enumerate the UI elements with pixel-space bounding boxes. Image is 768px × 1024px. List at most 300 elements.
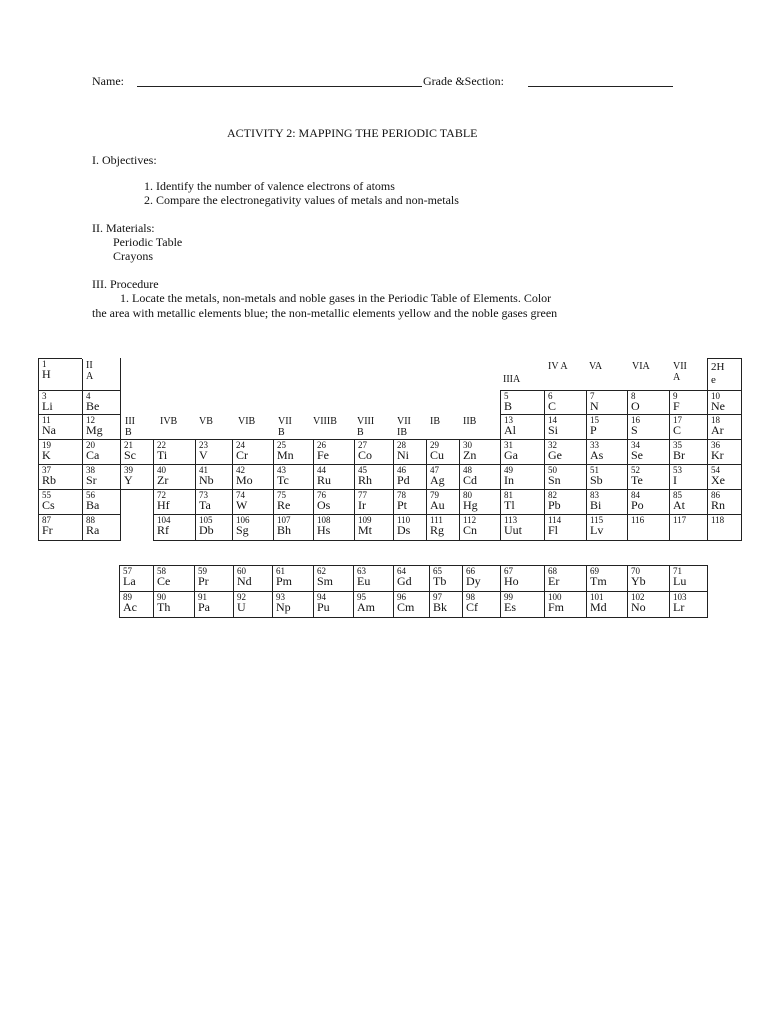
element-cell[interactable] bbox=[393, 514, 427, 541]
atomic-number: 112 bbox=[463, 515, 477, 525]
element-symbol: As bbox=[590, 448, 604, 462]
element-cell[interactable] bbox=[586, 514, 628, 541]
element-symbol: Sr bbox=[86, 473, 97, 487]
element-symbol: Pr bbox=[198, 574, 209, 588]
element-symbol: Hg bbox=[463, 498, 478, 512]
element-symbol: Ca bbox=[86, 448, 100, 462]
atomic-number: 85 bbox=[673, 490, 682, 500]
element-symbol: Ds bbox=[397, 523, 411, 537]
group-label: VII A bbox=[673, 361, 687, 383]
element-cell[interactable] bbox=[82, 439, 121, 465]
element-cell[interactable] bbox=[232, 464, 274, 490]
atomic-number: 25 bbox=[277, 440, 286, 450]
element-symbol: 2H e bbox=[711, 361, 725, 386]
objective-item: 1. Identify the number of valence electrons of atoms bbox=[144, 179, 395, 193]
atomic-number: 80 bbox=[463, 490, 472, 500]
element-symbol: I bbox=[673, 473, 677, 487]
element-cell[interactable] bbox=[82, 489, 121, 515]
element-symbol: Rf bbox=[157, 523, 169, 537]
fblock-element-cell[interactable] bbox=[233, 565, 273, 592]
atomic-number: 1 bbox=[42, 359, 47, 369]
element-symbol: Au bbox=[430, 498, 445, 512]
atomic-number: 20 bbox=[86, 440, 95, 450]
element-cell[interactable] bbox=[544, 514, 587, 541]
atomic-number: 60 bbox=[237, 566, 246, 576]
element-symbol: Tm bbox=[590, 574, 607, 588]
element-cell[interactable] bbox=[707, 464, 742, 490]
atomic-number: 4 bbox=[86, 391, 91, 401]
atomic-number: 87 bbox=[42, 515, 51, 525]
group-label: IIIA bbox=[503, 374, 521, 385]
element-symbol: Cr bbox=[236, 448, 248, 462]
element-cell[interactable] bbox=[500, 489, 545, 515]
element-symbol: Mg bbox=[86, 423, 103, 437]
procedure-heading: III. Procedure bbox=[92, 277, 159, 291]
element-cell[interactable] bbox=[38, 439, 83, 465]
element-symbol: Lu bbox=[673, 574, 687, 588]
element-cell[interactable] bbox=[459, 439, 501, 465]
atomic-number: 51 bbox=[590, 465, 599, 475]
fblock-element-cell[interactable] bbox=[313, 565, 354, 592]
element-cell[interactable] bbox=[544, 464, 587, 490]
element-cell[interactable] bbox=[38, 358, 83, 391]
element-symbol: Es bbox=[504, 600, 516, 614]
fblock-element-cell[interactable] bbox=[429, 565, 463, 592]
element-symbol: Pu bbox=[317, 600, 330, 614]
element-cell[interactable] bbox=[669, 439, 708, 465]
element-cell[interactable] bbox=[426, 514, 460, 541]
element-cell[interactable] bbox=[38, 390, 83, 415]
element-cell[interactable] bbox=[707, 414, 742, 440]
element-symbol: Am bbox=[357, 600, 375, 614]
atomic-number: 30 bbox=[463, 440, 472, 450]
materials-heading: II. Materials: bbox=[92, 221, 155, 235]
element-symbol: Bi bbox=[590, 498, 602, 512]
element-cell[interactable] bbox=[669, 464, 708, 490]
element-symbol: Cn bbox=[463, 523, 478, 537]
atomic-number: 115 bbox=[590, 515, 604, 525]
fblock-element-cell[interactable] bbox=[313, 591, 354, 618]
element-cell[interactable] bbox=[627, 390, 670, 415]
element-symbol: La bbox=[123, 574, 136, 588]
atomic-number: 15 bbox=[590, 415, 599, 425]
element-symbol: Ar bbox=[711, 423, 724, 437]
atomic-number: 93 bbox=[276, 592, 285, 602]
element-symbol: Tb bbox=[433, 574, 447, 588]
element-symbol: Uut bbox=[504, 523, 522, 537]
element-symbol: Rh bbox=[358, 473, 373, 487]
atomic-number: 92 bbox=[237, 592, 246, 602]
fblock-element-cell[interactable] bbox=[627, 591, 670, 618]
element-cell[interactable] bbox=[153, 464, 196, 490]
element-cell[interactable] bbox=[313, 514, 355, 541]
element-symbol: Sm bbox=[317, 574, 334, 588]
fblock-element-cell[interactable] bbox=[353, 591, 394, 618]
element-cell[interactable] bbox=[38, 489, 83, 515]
atomic-number: 70 bbox=[631, 566, 640, 576]
element-cell[interactable] bbox=[354, 489, 394, 515]
element-symbol: Sg bbox=[236, 523, 249, 537]
fblock-element-cell[interactable] bbox=[544, 591, 587, 618]
fblock-element-cell[interactable] bbox=[119, 565, 154, 592]
atomic-number: 36 bbox=[711, 440, 720, 450]
element-symbol: Ru bbox=[317, 473, 332, 487]
atomic-number: 103 bbox=[673, 592, 687, 602]
element-cell[interactable] bbox=[707, 514, 742, 541]
atomic-number: 23 bbox=[199, 440, 208, 450]
element-cell[interactable] bbox=[393, 439, 427, 465]
atomic-number: 101 bbox=[590, 592, 604, 602]
atomic-number: 8 bbox=[631, 391, 636, 401]
element-symbol: Cu bbox=[430, 448, 445, 462]
fblock-element-cell[interactable] bbox=[119, 591, 154, 618]
element-symbol: Pt bbox=[397, 498, 408, 512]
element-symbol: Sc bbox=[124, 448, 136, 462]
element-symbol: Te bbox=[631, 473, 643, 487]
element-cell[interactable] bbox=[459, 489, 501, 515]
fblock-element-cell[interactable] bbox=[669, 591, 708, 618]
element-symbol: Bh bbox=[277, 523, 292, 537]
atomic-number: 72 bbox=[157, 490, 166, 500]
element-symbol: O bbox=[631, 399, 640, 413]
atomic-number: 69 bbox=[590, 566, 599, 576]
atomic-number: 71 bbox=[673, 566, 682, 576]
fblock-element-cell[interactable] bbox=[462, 565, 501, 592]
element-symbol: Y bbox=[124, 473, 133, 487]
element-cell[interactable] bbox=[459, 464, 501, 490]
atomic-number: 105 bbox=[199, 515, 213, 525]
element-cell[interactable] bbox=[195, 464, 233, 490]
element-cell[interactable] bbox=[354, 464, 394, 490]
atomic-number: 14 bbox=[548, 415, 557, 425]
atomic-number: 11 bbox=[42, 415, 51, 425]
element-cell[interactable] bbox=[82, 464, 121, 490]
grade-section-label: Grade &Section: bbox=[423, 74, 504, 88]
element-cell[interactable] bbox=[273, 489, 314, 515]
element-symbol: Br bbox=[673, 448, 685, 462]
atomic-number: 78 bbox=[397, 490, 406, 500]
element-cell[interactable] bbox=[273, 439, 314, 465]
element-cell[interactable] bbox=[120, 464, 154, 490]
element-symbol: Tc bbox=[277, 473, 289, 487]
element-symbol: Zn bbox=[463, 448, 477, 462]
element-symbol: C bbox=[548, 399, 557, 413]
element-cell[interactable] bbox=[586, 464, 628, 490]
atomic-number: 106 bbox=[236, 515, 250, 525]
element-symbol: Ti bbox=[157, 448, 168, 462]
element-symbol: Ta bbox=[199, 498, 211, 512]
element-cell[interactable] bbox=[669, 489, 708, 515]
element-symbol: Mt bbox=[358, 523, 373, 537]
material-item: Crayons bbox=[113, 249, 153, 263]
element-symbol: Re bbox=[277, 498, 291, 512]
atomic-number: 116 bbox=[631, 515, 645, 525]
element-symbol: Kr bbox=[711, 448, 724, 462]
atomic-number: 37 bbox=[42, 465, 51, 475]
element-symbol: Xe bbox=[711, 473, 725, 487]
element-cell[interactable] bbox=[393, 464, 427, 490]
atomic-number: 107 bbox=[277, 515, 291, 525]
element-cell[interactable] bbox=[627, 464, 670, 490]
element-cell[interactable] bbox=[153, 489, 196, 515]
element-cell[interactable] bbox=[313, 489, 355, 515]
fblock-element-cell[interactable] bbox=[393, 591, 430, 618]
element-symbol: Cf bbox=[466, 600, 478, 614]
element-symbol: Pa bbox=[198, 600, 210, 614]
group-label: III B bbox=[125, 416, 135, 438]
objective-item: 2. Compare the electronegativity values of metals and non-metals bbox=[144, 193, 459, 207]
atomic-number: 98 bbox=[466, 592, 475, 602]
element-cell[interactable] bbox=[544, 439, 587, 465]
element-cell[interactable] bbox=[195, 439, 233, 465]
element-symbol: Fr bbox=[42, 523, 53, 537]
objectives-heading: I. Objectives: bbox=[92, 153, 157, 167]
group-label: VIII B bbox=[357, 416, 375, 438]
element-symbol: Si bbox=[548, 423, 559, 437]
element-cell[interactable] bbox=[707, 489, 742, 515]
atomic-number: 108 bbox=[317, 515, 331, 525]
atomic-number: 58 bbox=[157, 566, 166, 576]
element-symbol: Ac bbox=[123, 600, 137, 614]
element-cell[interactable] bbox=[500, 439, 545, 465]
element-symbol: Ho bbox=[504, 574, 519, 588]
element-cell[interactable] bbox=[627, 489, 670, 515]
element-symbol: Al bbox=[504, 423, 516, 437]
atomic-number: 81 bbox=[504, 490, 513, 500]
element-symbol: S bbox=[631, 423, 638, 437]
atomic-number: 68 bbox=[548, 566, 557, 576]
element-cell[interactable] bbox=[195, 489, 233, 515]
element-symbol: Nb bbox=[199, 473, 214, 487]
element-cell[interactable] bbox=[707, 358, 742, 391]
element-cell[interactable] bbox=[232, 514, 274, 541]
atomic-number: 59 bbox=[198, 566, 207, 576]
fblock-element-cell[interactable] bbox=[194, 565, 234, 592]
group-label: IV A bbox=[548, 361, 568, 372]
fblock-element-cell[interactable] bbox=[500, 565, 545, 592]
atomic-number: 74 bbox=[236, 490, 245, 500]
atomic-number: 95 bbox=[357, 592, 366, 602]
element-cell[interactable] bbox=[459, 514, 501, 541]
fblock-element-cell[interactable] bbox=[272, 565, 314, 592]
atomic-number: 53 bbox=[673, 465, 682, 475]
element-symbol: Mn bbox=[277, 448, 294, 462]
fblock-element-cell[interactable] bbox=[544, 565, 587, 592]
element-symbol: V bbox=[199, 448, 208, 462]
atomic-number: 110 bbox=[397, 515, 411, 525]
atomic-number: 77 bbox=[358, 490, 367, 500]
element-cell[interactable] bbox=[627, 439, 670, 465]
element-symbol: Lv bbox=[590, 523, 604, 537]
atomic-number: 88 bbox=[86, 515, 95, 525]
element-cell[interactable] bbox=[273, 464, 314, 490]
fblock-element-cell[interactable] bbox=[272, 591, 314, 618]
element-cell[interactable] bbox=[500, 514, 545, 541]
atomic-number: 43 bbox=[277, 465, 286, 475]
atomic-number: 62 bbox=[317, 566, 326, 576]
element-symbol: Th bbox=[157, 600, 171, 614]
atomic-number: 99 bbox=[504, 592, 513, 602]
fblock-element-cell[interactable] bbox=[500, 591, 545, 618]
element-cell[interactable] bbox=[273, 514, 314, 541]
element-cell[interactable] bbox=[38, 464, 83, 490]
fblock-element-cell[interactable] bbox=[586, 565, 628, 592]
element-cell[interactable] bbox=[544, 414, 587, 440]
element-cell[interactable] bbox=[313, 439, 355, 465]
element-cell[interactable] bbox=[544, 390, 587, 415]
group-2a-label-box bbox=[82, 358, 83, 359]
element-cell[interactable] bbox=[153, 439, 196, 465]
atomic-number: 64 bbox=[397, 566, 406, 576]
atomic-number: 102 bbox=[631, 592, 645, 602]
element-cell[interactable] bbox=[82, 514, 121, 541]
element-cell[interactable] bbox=[586, 489, 628, 515]
element-cell[interactable] bbox=[82, 414, 121, 440]
element-symbol: Hf bbox=[157, 498, 170, 512]
element-cell[interactable] bbox=[544, 489, 587, 515]
element-cell[interactable] bbox=[195, 514, 233, 541]
atomic-number: 63 bbox=[357, 566, 366, 576]
atomic-number: 46 bbox=[397, 465, 406, 475]
atomic-number: 104 bbox=[157, 515, 171, 525]
element-cell[interactable] bbox=[426, 464, 460, 490]
atomic-number: 32 bbox=[548, 440, 557, 450]
element-symbol: Db bbox=[199, 523, 214, 537]
element-cell[interactable] bbox=[586, 439, 628, 465]
atomic-number: 45 bbox=[358, 465, 367, 475]
element-symbol: Fl bbox=[548, 523, 559, 537]
fblock-element-cell[interactable] bbox=[353, 565, 394, 592]
element-symbol: Ba bbox=[86, 498, 100, 512]
group-label: VIIIB bbox=[313, 416, 337, 427]
element-symbol: Ni bbox=[397, 448, 409, 462]
element-symbol: Er bbox=[548, 574, 560, 588]
atomic-number: 50 bbox=[548, 465, 557, 475]
atomic-number: 84 bbox=[631, 490, 640, 500]
element-cell[interactable] bbox=[38, 514, 83, 541]
fblock-element-cell[interactable] bbox=[669, 565, 708, 592]
element-cell[interactable] bbox=[500, 414, 545, 440]
fblock-element-cell[interactable] bbox=[393, 565, 430, 592]
element-symbol: Tl bbox=[504, 498, 515, 512]
atomic-number: 19 bbox=[42, 440, 51, 450]
atomic-number: 56 bbox=[86, 490, 95, 500]
element-symbol: Gd bbox=[397, 574, 412, 588]
atomic-number: 109 bbox=[358, 515, 372, 525]
element-symbol: Mo bbox=[236, 473, 253, 487]
fblock-element-cell[interactable] bbox=[153, 565, 195, 592]
element-cell[interactable] bbox=[500, 464, 545, 490]
page-title: ACTIVITY 2: MAPPING THE PERIODIC TABLE bbox=[227, 126, 478, 140]
atomic-number: 7 bbox=[590, 391, 595, 401]
fblock-element-cell[interactable] bbox=[233, 591, 273, 618]
atomic-number: 16 bbox=[631, 415, 640, 425]
fblock-element-cell[interactable] bbox=[462, 591, 501, 618]
element-symbol: Lr bbox=[673, 600, 685, 614]
group-label: VIB bbox=[238, 416, 256, 427]
element-symbol: Ir bbox=[358, 498, 366, 512]
element-cell[interactable] bbox=[669, 390, 708, 415]
fblock-element-cell[interactable] bbox=[153, 591, 195, 618]
element-cell[interactable] bbox=[354, 439, 394, 465]
element-cell[interactable] bbox=[500, 390, 545, 415]
element-cell[interactable] bbox=[82, 390, 121, 415]
element-symbol: Co bbox=[358, 448, 373, 462]
atomic-number: 96 bbox=[397, 592, 406, 602]
element-symbol: Pm bbox=[276, 574, 293, 588]
group-label: IIB bbox=[463, 416, 477, 427]
element-cell[interactable] bbox=[426, 489, 460, 515]
element-cell[interactable] bbox=[232, 489, 274, 515]
element-cell[interactable] bbox=[153, 514, 196, 541]
atomic-number: 21 bbox=[124, 440, 133, 450]
element-symbol: B bbox=[504, 399, 513, 413]
procedure-line-1: 1. Locate the metals, non-metals and noble gases in the Periodic Table of Elements. Color bbox=[120, 291, 552, 305]
element-cell[interactable] bbox=[627, 414, 670, 440]
atomic-number: 3 bbox=[42, 391, 47, 401]
element-symbol: In bbox=[504, 473, 514, 487]
element-cell[interactable] bbox=[354, 514, 394, 541]
atomic-number: 27 bbox=[358, 440, 367, 450]
fblock-element-cell[interactable] bbox=[627, 565, 670, 592]
element-cell[interactable] bbox=[586, 414, 628, 440]
element-symbol: K bbox=[42, 448, 51, 462]
atomic-number: 18 bbox=[711, 415, 720, 425]
element-cell[interactable] bbox=[707, 390, 742, 415]
element-symbol: Na bbox=[42, 423, 56, 437]
element-cell[interactable] bbox=[393, 489, 427, 515]
atomic-number: 76 bbox=[317, 490, 326, 500]
atomic-number: 114 bbox=[548, 515, 562, 525]
fblock-element-cell[interactable] bbox=[429, 591, 463, 618]
fblock-element-cell[interactable] bbox=[586, 591, 628, 618]
element-cell[interactable] bbox=[120, 439, 154, 465]
element-symbol: Sb bbox=[590, 473, 603, 487]
element-cell[interactable] bbox=[426, 439, 460, 465]
atomic-number: 55 bbox=[42, 490, 51, 500]
fblock-element-cell[interactable] bbox=[194, 591, 234, 618]
group-label: VA bbox=[589, 361, 603, 372]
element-cell[interactable] bbox=[669, 514, 708, 541]
element-cell[interactable] bbox=[232, 439, 274, 465]
atomic-number: 31 bbox=[504, 440, 513, 450]
element-cell[interactable] bbox=[669, 414, 708, 440]
atomic-number: 47 bbox=[430, 465, 439, 475]
group-label: IVB bbox=[160, 416, 178, 427]
group-label: VII B bbox=[278, 416, 292, 438]
atomic-number: 73 bbox=[199, 490, 208, 500]
atomic-number: 65 bbox=[433, 566, 442, 576]
atomic-number: 29 bbox=[430, 440, 439, 450]
element-symbol: Fm bbox=[548, 600, 565, 614]
element-symbol: Pd bbox=[397, 473, 410, 487]
atomic-number: 39 bbox=[124, 465, 133, 475]
element-symbol: Be bbox=[86, 399, 100, 413]
atomic-number: 111 bbox=[430, 515, 443, 525]
group-label: IB bbox=[430, 416, 440, 427]
element-cell[interactable] bbox=[38, 414, 83, 440]
element-cell[interactable] bbox=[586, 390, 628, 415]
atomic-number: 83 bbox=[590, 490, 599, 500]
element-cell[interactable] bbox=[627, 514, 670, 541]
element-cell[interactable] bbox=[707, 439, 742, 465]
procedure-line-2: the area with metallic elements blue; the non-metallic elements yellow and the noble gases green bbox=[92, 306, 558, 320]
atomic-number: 113 bbox=[504, 515, 518, 525]
atomic-number: 118 bbox=[711, 515, 725, 525]
atomic-number: 26 bbox=[317, 440, 326, 450]
atomic-number: 12 bbox=[86, 415, 95, 425]
element-cell[interactable] bbox=[313, 464, 355, 490]
